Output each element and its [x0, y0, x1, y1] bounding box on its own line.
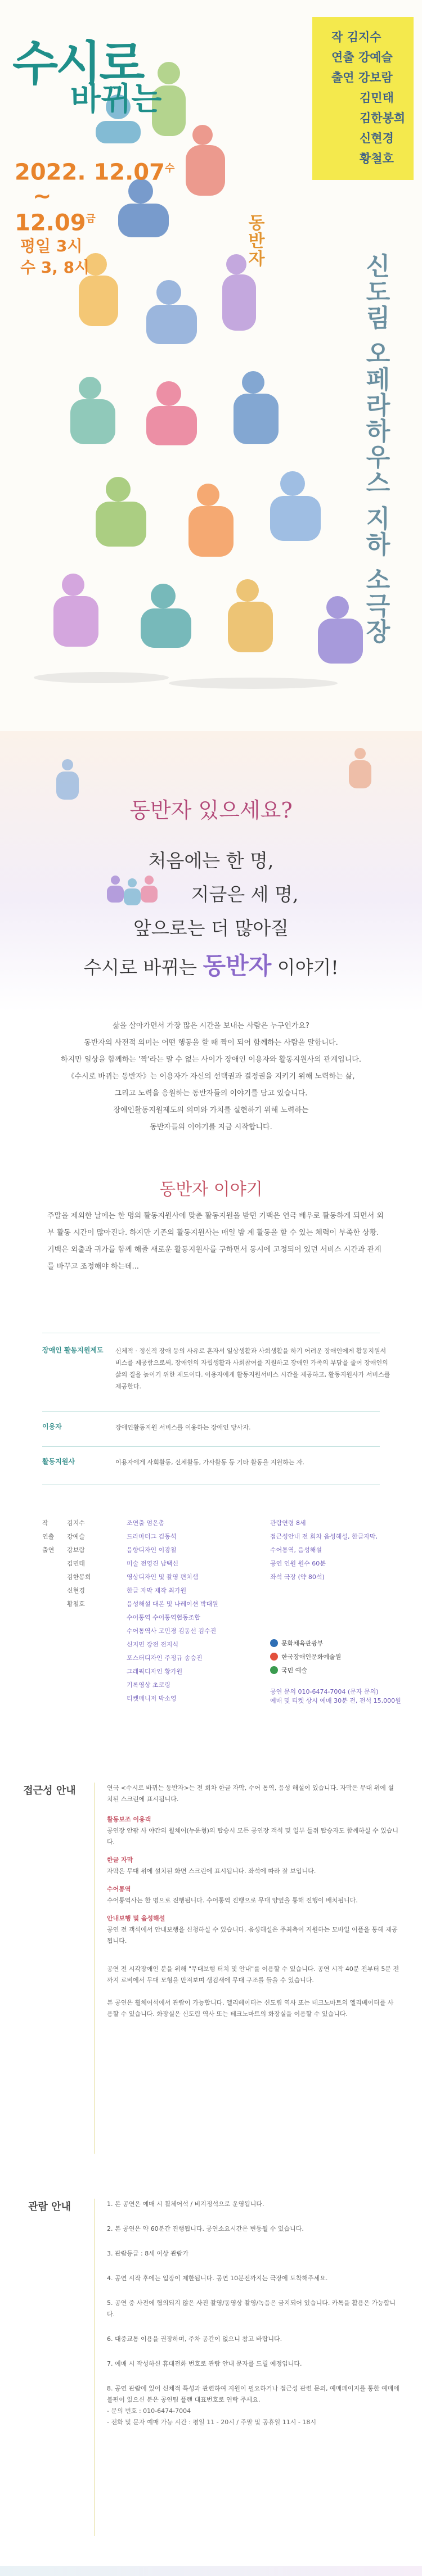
- cast-row: [42, 1667, 217, 1680]
- staff-name: 그래픽디자인 황가원: [127, 1668, 183, 1675]
- logo-national-arts: [270, 1663, 411, 1677]
- notice-item: 3. 관람등급 : 8세 이상 관람가: [107, 2250, 188, 2257]
- logo-ministry: [270, 1636, 411, 1650]
- cast-name: 황철호: [67, 1600, 85, 1608]
- poem-line-4-text: 수시로 바뀌는: [83, 957, 197, 978]
- notice-list: [107, 2199, 399, 2442]
- info-text: 신체적 · 정신적 장애 등의 사유로 혼자서 일상생활과 사회생활을 하기 어려운 장애인에게 활동지원서비스를 제공함으로써, 장애인의 자립생활과 사회참여를 지원하고 장애인 가족의 부담을 줄여 장애인의 삶의 질을 높이기 위한 제도이다. 이용자에게 활동지원서비스 시간을 제공하고, 활동지원사가 서비스를 제공한다.: [115, 1347, 390, 1390]
- poem-highlight: 동반자: [203, 952, 272, 980]
- perf-line: 관람연령 8세: [270, 1519, 306, 1527]
- cast-row: [42, 1653, 217, 1667]
- notice-item: 7. 예매 시 작성하신 휴대전화 번호로 관람 안내 문자를 드릴 예정입니다.: [107, 2360, 302, 2367]
- staff-name: 음성해설 대본 및 나레이션 박대원: [127, 1600, 218, 1608]
- staff-name: 신지민 장전 전지식: [127, 1641, 179, 1648]
- info-text: 장애인활동지원 서비스를 이용하는 장애인 당사자.: [115, 1424, 251, 1431]
- acc-item-head: 안내보행 및 음성해설: [107, 1915, 165, 1922]
- intro-para-line: 동반자의 사전적 의미는 어떤 행동을 할 때 짝이 되어 함께하는 사람을 말합니다.: [84, 1039, 338, 1047]
- date-start: [15, 156, 174, 184]
- logo-label: 한국장애인문화예술원: [281, 1653, 342, 1661]
- credit-cast-5: 황철호: [360, 152, 394, 165]
- notice-item-text: 8. 공연 관람에 있어 신체적 특성과 관련하여 지원이 필요하거나 접근성 관련 문의, 예매페이지를 통한 예매에 불편이 있으신 분은 공연팀 플랜 대표번호로 연락 주세요.: [107, 2385, 399, 2403]
- perf-line: 접근성안내 전 회차 음성해설, 한글자막,: [270, 1533, 378, 1540]
- accessibility-section: [0, 1760, 422, 2176]
- credit-cast-1: 출연 강보람: [331, 71, 393, 84]
- credit-cast-2: 김민태: [360, 91, 394, 105]
- notice-item: 6. 대중교통 이용을 권장하며, 주차 공간이 없으니 참고 바랍니다.: [107, 2335, 282, 2343]
- accessibility-para-3: 본 공연은 휠체어석에서 관람이 가능합니다. 엘리베이터는 신도림 역사 또는 테크노마트의 엘리베이터를 사용할 수 있습니다. 화장실은 신도림 역사 또는 테크노마트의 화장실을 이용할 수 있습니다.: [107, 1999, 394, 2018]
- acc-item-head: 한글 자막: [107, 1856, 133, 1864]
- cast-name: 강보람: [67, 1546, 85, 1554]
- date-end: [15, 207, 174, 235]
- intro-paragraph: [28, 1018, 394, 1136]
- notice-contact: - 문의 번호 : 010-6474-7004: [107, 2407, 191, 2415]
- credit-director: 연출 강예슬: [331, 51, 393, 64]
- staff-name: 티켓매니저 박소영: [127, 1695, 177, 1702]
- accessibility-label: 접근성 안내: [23, 1785, 76, 1797]
- cast-row: [42, 1518, 217, 1532]
- cast-row: [42, 1694, 217, 1707]
- vertical-logo-text: 동반자: [245, 214, 264, 268]
- divider: [42, 1411, 380, 1412]
- time-wednesday: 수 3, 8시: [20, 258, 90, 277]
- staff-name: 조연출 엄은총: [127, 1519, 165, 1527]
- notice-label: 관람 안내: [28, 2201, 71, 2213]
- cast-role: 출연: [42, 1546, 55, 1554]
- story-text: 주말을 제외한 날에는 한 명의 활동지원사에 맞춘 활동지원을 받던 기백은 연극 배우로 활동하게 되면서 외부 활동 시간이 많아진다. 하지만 기존의 활동지원사는 매일 밤 계 활동을 할 수 있는 체력이 부족한 상황. 기백은 외출과 귀가를 함께 해줄 새로운 활동지원사를 구하면서 동시에 고정되어 있던 서비스 시간과 관계를 바꾸고 조정해야 하는데...: [47, 1212, 384, 1271]
- staff-name: 수어통역사 고민경 김동선 김수진: [127, 1627, 217, 1635]
- contact-phone: 공연 문의 010-6474-7004 (문자 문의): [270, 1688, 379, 1695]
- cast-row: [42, 1545, 217, 1559]
- logo-label: 문화체육관광부: [281, 1640, 324, 1647]
- poem-line-2: 지금은 세 명,: [191, 883, 299, 905]
- date-end-text: 12.09: [15, 210, 86, 236]
- date-start-text: 2022. 12.07: [15, 159, 165, 186]
- cast-name: 김한봉희: [67, 1573, 91, 1581]
- staff-name: 영상디자인 및 촬영 편치샘: [127, 1573, 199, 1581]
- notice-section: [0, 2176, 422, 2576]
- title-line-1: 수시로: [12, 36, 143, 91]
- sponsor-logos: [270, 1636, 411, 1677]
- staff-name: 드라마터그 김동석: [127, 1533, 177, 1540]
- intro-para-line: 삶을 살아가면서 가장 많은 시간을 보내는 사람은 누구인가요?: [113, 1022, 309, 1030]
- cast-row: [42, 1532, 217, 1545]
- intro-para-line: 그리고 노력을 응원하는 동반자들의 이야기를 담고 있습니다.: [114, 1089, 308, 1098]
- intro-para-line: 하지만 일상을 함께하는 '짝'라는 말 수 없는 사이가 장애인 이용자와 활동지원사의 관계입니다.: [61, 1055, 361, 1064]
- credits-box: [312, 17, 414, 180]
- title-line-2: 바뀌는: [70, 81, 162, 118]
- acc-item-text: 공연 전 객석에서 안내보행을 신청하실 수 있습니다. 음성해설은 주최측이 지원하는 모바일 어플을 통해 제공됩니다.: [107, 1926, 398, 1945]
- accessibility-para-2: 공연 전 시각장애인 분을 위해 "무대보행 터치 및 안내"를 이용할 수 있습니다. 공연 시작 40분 전부터 5분 전까지 로비에서 무대 모형을 만져보며 생김새에 무대 구조를 들을 수 있습니다.: [107, 1965, 399, 1984]
- poem-line-4: [0, 948, 422, 981]
- logo-arts-council: [270, 1650, 411, 1663]
- perf-line: 좌석 극장 (약 80석): [270, 1573, 325, 1581]
- cast-role: 작: [42, 1519, 48, 1527]
- cast-row: [42, 1559, 217, 1572]
- arts-council-logo-icon: [270, 1653, 278, 1661]
- accessibility-intro: 연극 <수시로 바뀌는 동반자>는 전 회차 한글 자막, 수어 통역, 음성 해설이 있습니다. 자막은 무대 위에 설치된 스크린에 표시됩니다.: [107, 1784, 394, 1803]
- info-label: 활동지원사: [42, 1458, 75, 1465]
- notice-item: 2. 본 공연은 약 60분간 진행됩니다. 공연소요시간은 변동될 수 있습니다.: [107, 2225, 304, 2232]
- time-weekday: 평일 3시: [20, 236, 83, 255]
- question-heading: 동반자 있으세요?: [129, 798, 293, 823]
- logo-label: 국민 예술: [281, 1667, 308, 1674]
- notice-item: [107, 2383, 399, 2428]
- notice-item: 1. 본 공연은 예매 시 휠체어석 / 비지정석으로 운영됩니다.: [107, 2200, 264, 2208]
- info-label: 이용자: [42, 1423, 62, 1431]
- date-end-day: 금: [86, 213, 96, 225]
- story-heading: 동반자 이야기: [159, 1180, 263, 1199]
- intro-section: [0, 731, 422, 1321]
- date-tilde: ~: [33, 183, 52, 210]
- poem-line-5: 이야기!: [277, 957, 339, 978]
- credit-cast-4: 신현경: [360, 132, 394, 145]
- info-section: [0, 1321, 422, 1760]
- contact-info: [270, 1687, 411, 1705]
- ministry-logo-icon: [270, 1639, 278, 1647]
- national-arts-logo-icon: [270, 1666, 278, 1674]
- acc-item-text: 자막은 무대 위에 설치된 화면 스크린에 표시됩니다. 좌석에 따라 잘 보입니다.: [107, 1867, 316, 1875]
- divider: [42, 1446, 380, 1447]
- cast-row: [42, 1680, 217, 1694]
- cast-row: [42, 1599, 217, 1613]
- cast-name: 강예슬: [67, 1533, 85, 1540]
- cast-name: 김지수: [67, 1519, 85, 1527]
- cast-row: [42, 1640, 217, 1653]
- perf-line: 수어통역, 음성해설: [270, 1546, 322, 1554]
- cast-name: 김민태: [67, 1560, 85, 1567]
- poem-line-3: 앞으로는 더 많아질: [133, 917, 289, 939]
- cast-staff-list: [42, 1518, 217, 1707]
- venue-vertical: 신도림 오페라하우스 지하 소극장: [361, 253, 390, 644]
- acc-item-head: 수어통역: [107, 1885, 131, 1893]
- credit-writer: 작 김지수: [331, 30, 381, 44]
- staff-name: 미술 전영진 남택신: [127, 1560, 179, 1567]
- intro-para-line: 장애인활동지원제도의 의미와 가치를 실현하기 위해 노력하는: [113, 1106, 309, 1115]
- staff-name: 기록영상 초코링: [127, 1681, 170, 1689]
- cast-row: [42, 1626, 217, 1640]
- staff-name: 포스터디자인 주정규 송승진: [127, 1654, 203, 1662]
- notice-item: 4. 공연 시작 후에는 입장이 제한됩니다. 공연 10분전까지는 극장에 도착해주세요.: [107, 2275, 328, 2282]
- poem-line-1: 처음에는 한 명,: [148, 850, 274, 872]
- staff-name: 수어통역 수어통역협동조합: [127, 1614, 201, 1621]
- acc-item-text: 수어통역사는 한 명으로 진행됩니다. 수어통역 진행으로 무대 양옆을 통해 진행이 배치됩니다.: [107, 1897, 358, 1904]
- intro-para-line: 《수시로 바뀌는 동반자》는 이용자가 자신의 선택권과 결정권을 지키기 위해 노력하는 삶,: [67, 1072, 355, 1081]
- ticket-info: 예매 및 티켓 상시 예매 30분 전, 전석 15,000원: [270, 1697, 401, 1704]
- date-start-day: 수: [164, 163, 175, 174]
- perf-line: 공연 인원 원수 60분: [270, 1560, 326, 1567]
- staff-name: 한글 자막 제작 최가원: [127, 1587, 187, 1594]
- notice-item: 5. 공연 중 사전에 협의되지 않은 사진 촬영/동영상 촬영/녹음은 금지되어 있습니다. 카톡을 활용은 가능합니다.: [107, 2299, 396, 2318]
- poster-hero: [0, 0, 422, 731]
- acc-item-text: 공연장 안팎 사 야간의 윌체어(누운형)의 탑승시 모든 공연장 객석 및 일부 들쥐 탑승자도 함께하실 수 있습니다.: [107, 1827, 398, 1846]
- acc-item-head: 활동보조 이용객: [107, 1816, 151, 1823]
- credit-cast-3: 김한봉희: [360, 111, 406, 125]
- performance-info: [270, 1518, 411, 1586]
- intro-para-line: 동반자들의 이야기를 지금 시작합니다.: [150, 1123, 272, 1131]
- notice-hours: - 전화 및 문자 예매 가능 시간 : 평일 11 - 20시 / 주말 및 공휴일 11시 - 18시: [107, 2419, 317, 2426]
- footer-strip: [0, 2566, 422, 2576]
- info-label: 장애인 활동지원제도: [42, 1346, 104, 1354]
- date-time-block: [15, 156, 174, 278]
- info-text: 이용자에게 사회활동, 신체활동, 가사활동 등 기타 활동을 지원하는 자.: [115, 1459, 304, 1466]
- cast-row: [42, 1586, 217, 1599]
- cast-row: [42, 1572, 217, 1586]
- accessibility-body: [107, 1783, 399, 2020]
- cast-row: [42, 1613, 217, 1626]
- cast-role: 연출: [42, 1533, 55, 1540]
- staff-name: 음향디자인 이광철: [127, 1546, 177, 1554]
- cast-name: 신현경: [67, 1587, 85, 1594]
